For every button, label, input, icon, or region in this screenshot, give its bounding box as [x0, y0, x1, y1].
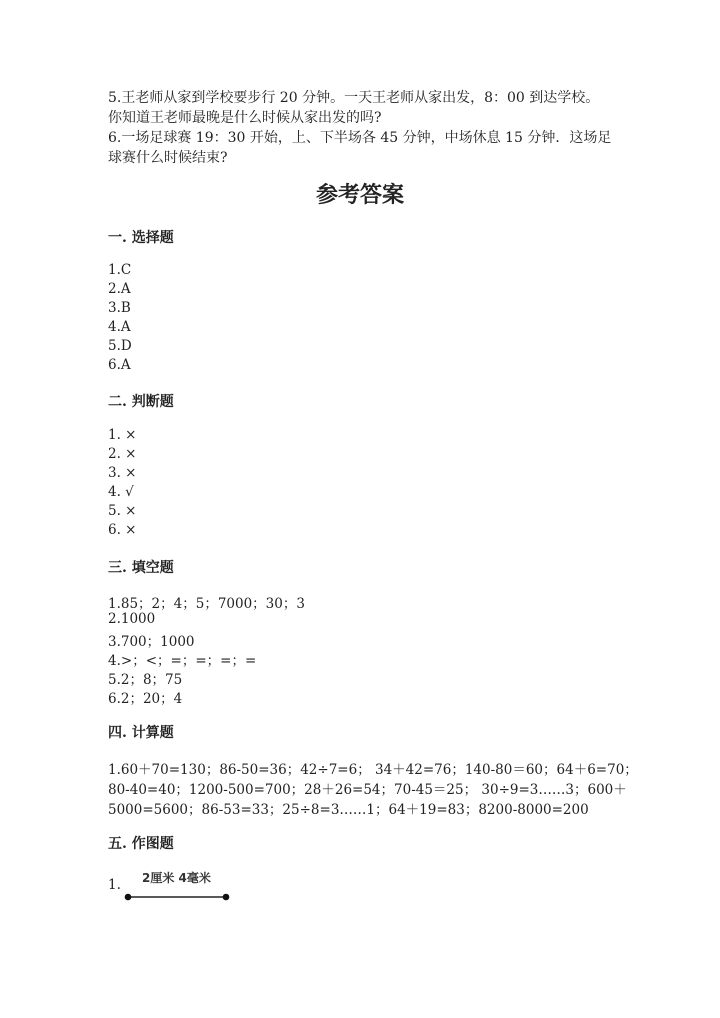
calc-line: 5000=5600；86-53=33；25÷8=3……1；64＋19=83；8200-8000=200: [108, 802, 589, 818]
segment-endpoint-right: [223, 894, 230, 901]
answer-item: 3.B: [108, 300, 131, 316]
segment-endpoint-left: [125, 894, 132, 901]
question-5-line-2: 你知道王老师最晚是什么时候从家出发的吗?: [108, 110, 382, 126]
section-heading-calc: 四. 计算题: [108, 725, 174, 741]
section-heading-fill: 三. 填空题: [108, 560, 174, 576]
calc-line: 80-40=40；1200-500=700；28＋26=54；70-45＝25； 30÷9=3……3；600＋: [108, 782, 627, 798]
answer-item: 3.700；1000: [108, 634, 195, 650]
question-6-line-1: 6.一场足球赛 19：30 开始，上、下半场各 45 分钟，中场休息 15 分钟．这场足: [108, 130, 612, 146]
answer-item: 2. ×: [108, 446, 137, 462]
section-heading-judge: 二. 判断题: [108, 394, 174, 410]
answer-item: 5.2；8；75: [108, 672, 183, 688]
answer-item: 2.A: [108, 281, 131, 297]
answer-item: 3. ×: [108, 465, 137, 481]
answer-item: 6.A: [108, 357, 131, 373]
answer-item: 1. ×: [108, 427, 137, 443]
answer-item: 2.1000: [108, 611, 156, 627]
question-5-line-1: 5.王老师从家到学校要步行 20 分钟。一天王老师从家出发，8：00 到达学校。: [108, 90, 600, 106]
answer-item: 4.A: [108, 319, 131, 335]
answer-item: 4.>；<；=；=；=；=: [108, 653, 257, 669]
answer-item: 1.85；2；4；5；7000；30；3: [108, 596, 305, 612]
segment-length-label: 2厘米 4毫米: [142, 871, 211, 885]
question-6-line-2: 球赛什么时候结束?: [108, 150, 228, 166]
section-heading-draw: 五. 作图题: [108, 836, 174, 852]
calc-line: 1.60＋70=130；86-50=36；42÷7=6； 34＋42=76；140-80＝60；64＋6=70；: [108, 762, 638, 778]
page-title: 参考答案: [315, 182, 404, 208]
answer-item: 5. ×: [108, 503, 137, 519]
answer-item: 1.C: [108, 262, 132, 278]
section-heading-choice: 一. 选择题: [108, 230, 174, 246]
answer-item: 4. √: [108, 484, 134, 500]
answer-item: 6. ×: [108, 522, 137, 538]
answer-item: 5.D: [108, 338, 132, 354]
answer-item: 6.2；20；4: [108, 691, 183, 707]
draw-item-number: 1.: [108, 877, 121, 893]
